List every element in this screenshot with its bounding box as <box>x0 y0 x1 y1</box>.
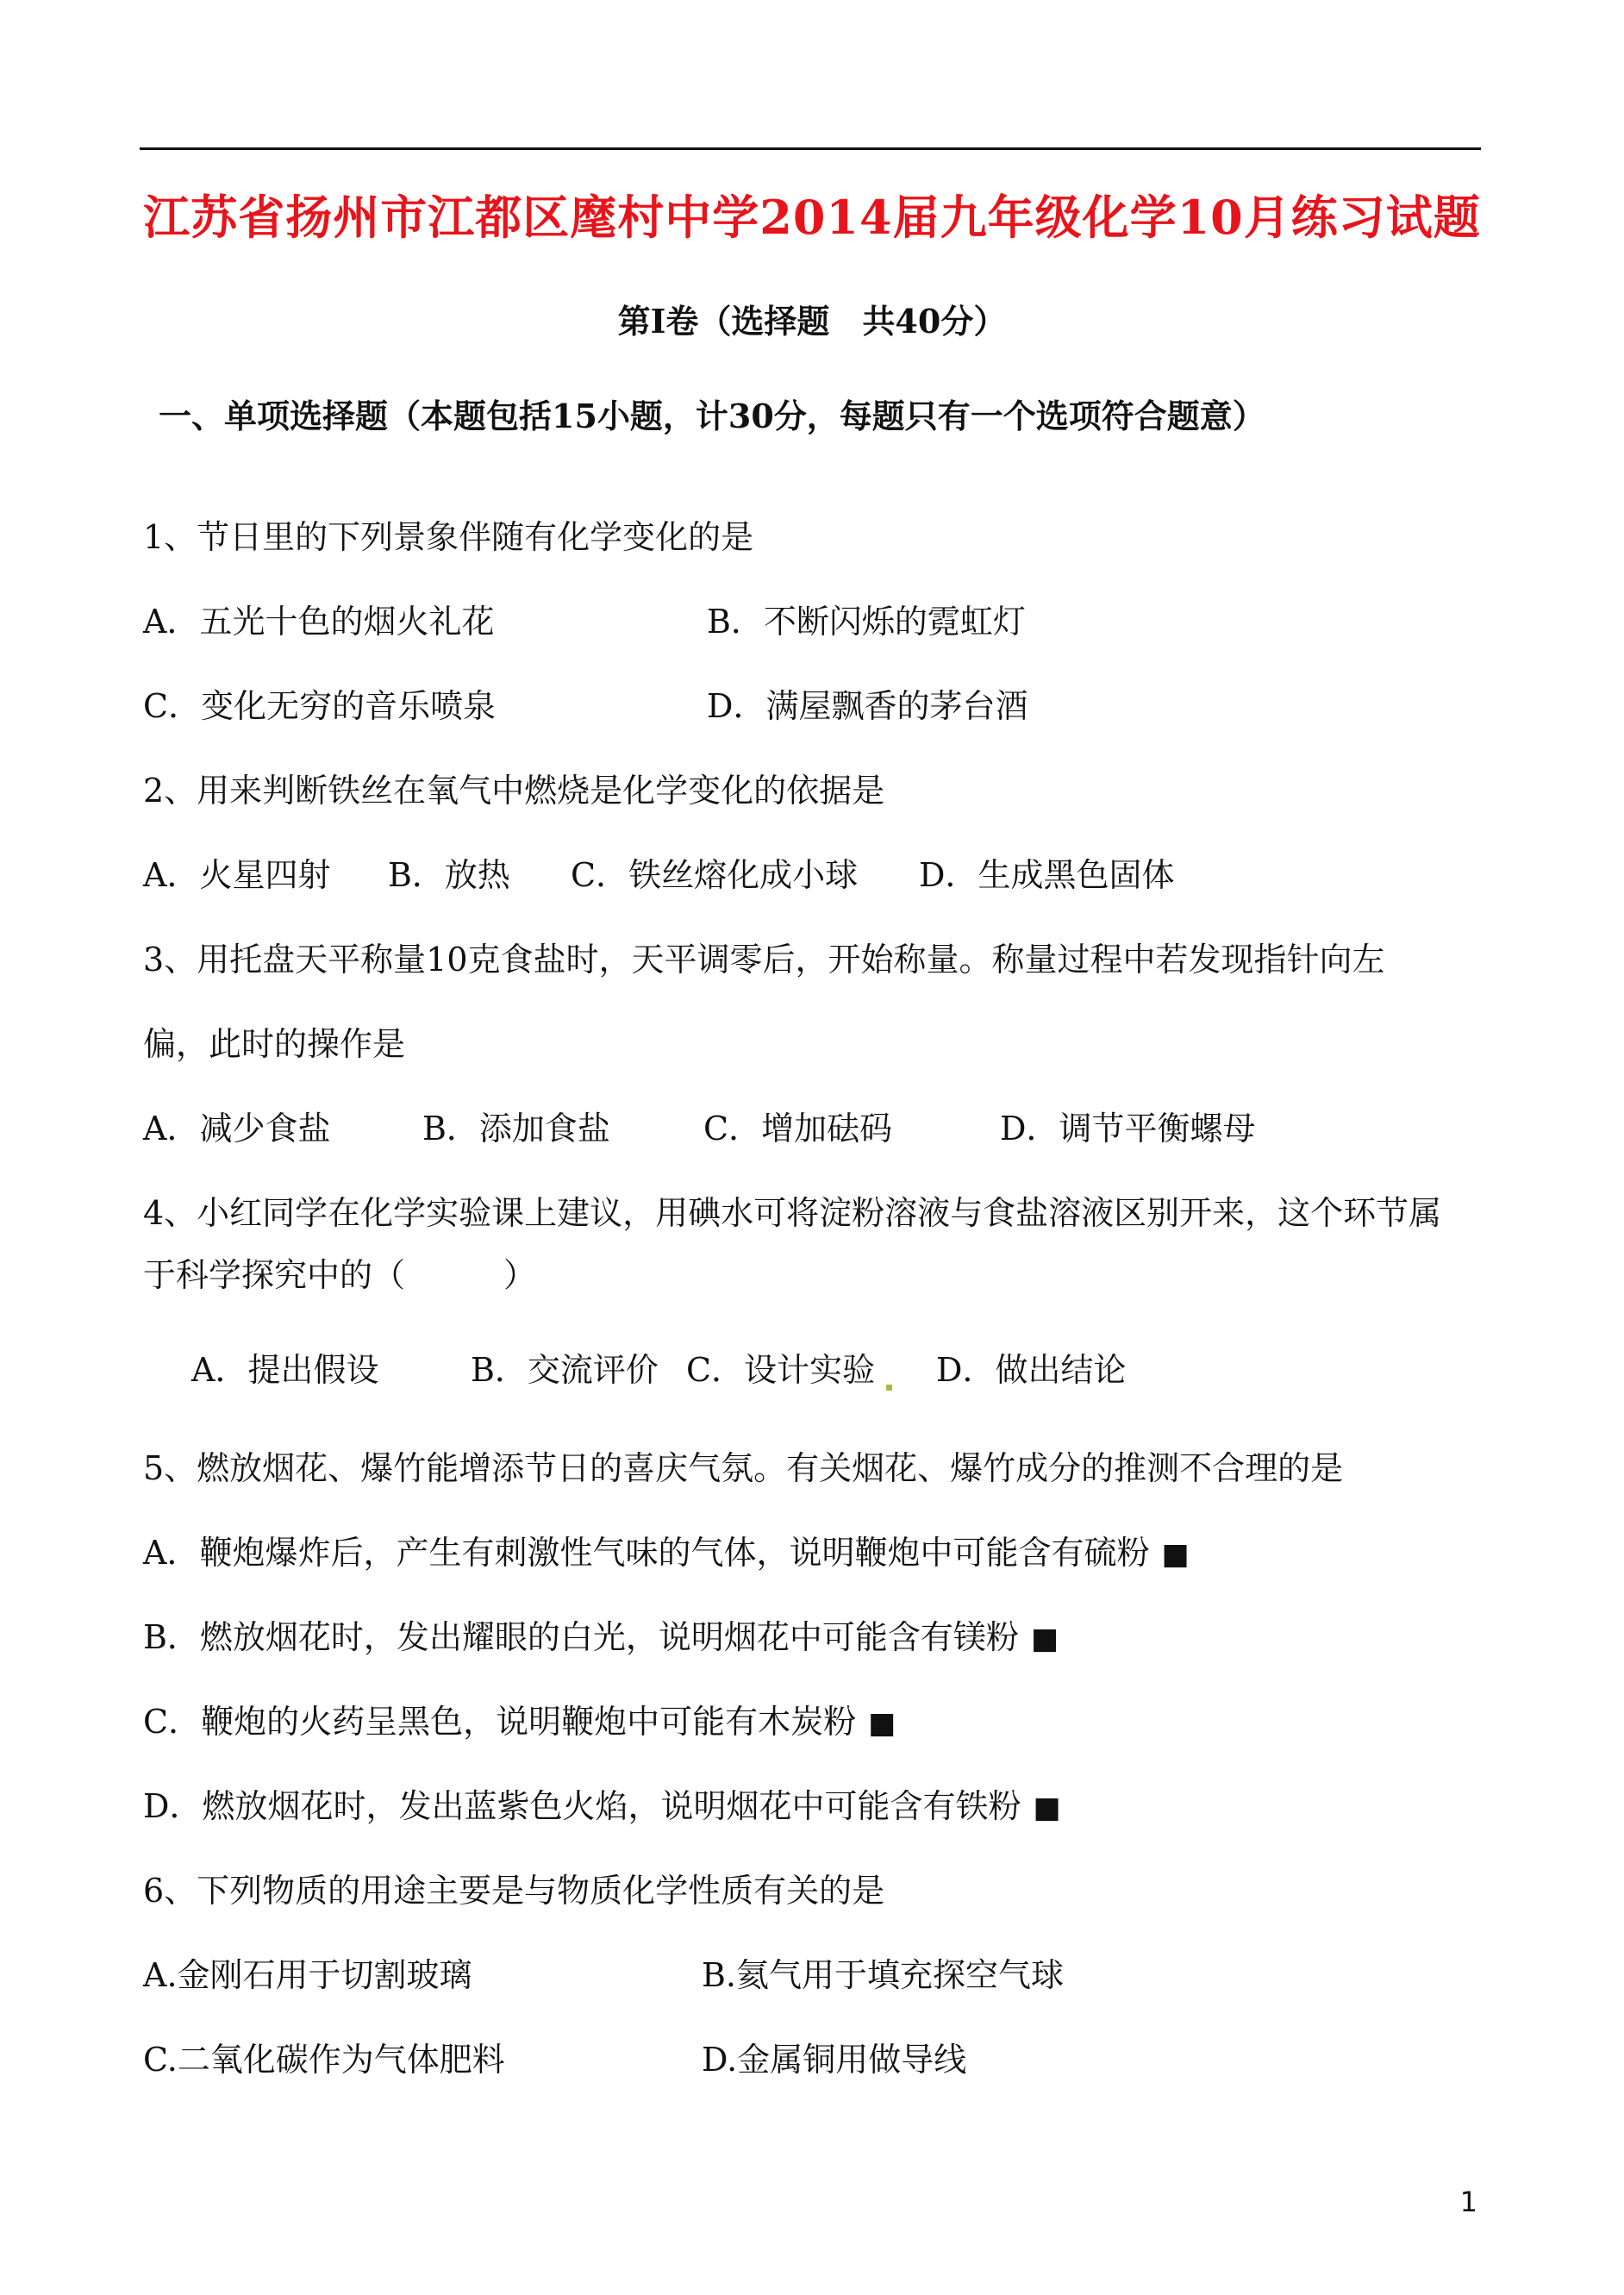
stray-mark <box>886 1385 892 1391</box>
square-mark: ■ <box>1033 1791 1061 1825</box>
option-text: D．燃放烟花时，发出蓝紫色火焰，说明烟花中可能含有铁粉 <box>143 1787 1021 1825</box>
header-rule <box>140 147 1481 150</box>
question-3-option-a: A．减少食盐 <box>143 1110 331 1148</box>
question-3-option-b: B．添加食盐 <box>422 1110 610 1148</box>
question-4-option-c: C．设计实验 <box>686 1351 876 1389</box>
question-1-stem: 1、节日里的下列景象伴随有化学变化的是 <box>143 518 754 556</box>
question-3-option-d: D．调节平衡螺母 <box>1000 1110 1256 1148</box>
question-6-option-d: D.金属铜用做导线 <box>702 2041 967 2079</box>
question-2-stem: 2、用来判断铁丝在氧气中燃烧是化学变化的依据是 <box>143 772 885 810</box>
question-6-option-b: B.氦气用于填充探空气球 <box>702 1956 1065 1994</box>
question-2-option-a: A．火星四射 <box>143 856 331 894</box>
question-1-option-c: C．变化无穷的音乐喷泉 <box>143 687 497 725</box>
option-text: B．燃放烟花时，发出耀眼的白光，说明烟花中可能含有镁粉 <box>143 1618 1019 1656</box>
question-5-option-b <box>143 1617 1059 1659</box>
option-text: C．鞭炮的火药呈黑色，说明鞭炮中可能有木炭粉 <box>143 1703 857 1741</box>
question-1-option-b: B．不断闪烁的霓虹灯 <box>707 603 1026 641</box>
question-6-option-c: C.二氧化碳作为气体肥料 <box>143 2041 505 2079</box>
question-2-option-d: D．生成黑色固体 <box>919 856 1175 894</box>
question-5-option-d <box>143 1786 1061 1828</box>
question-5-option-a <box>143 1533 1190 1574</box>
question-3-stem-line-2: 偏，此时的操作是 <box>143 1025 406 1063</box>
question-3-option-c: C．增加砝码 <box>703 1110 893 1148</box>
question-2-option-b: B．放热 <box>388 856 510 894</box>
question-1-option-a: A．五光十色的烟火礼花 <box>143 603 495 641</box>
option-text: A．鞭炮爆炸后，产生有刺激性气味的气体，说明鞭炮中可能含有硫粉 <box>143 1534 1150 1572</box>
section-heading: 一、单项选择题（本题包括15小题，计30分，每题只有一个选项符合题意） <box>159 397 1265 435</box>
question-4-option-a: A．提出假设 <box>191 1351 379 1389</box>
page-number: 1 <box>1459 2186 1477 2218</box>
question-6-stem: 6、下列物质的用途主要是与物质化学性质有关的是 <box>143 1872 885 1910</box>
document-title: 江苏省扬州市江都区麾村中学2014届九年级化学10月练习试题 <box>143 190 1481 245</box>
part-heading: 第Ⅰ卷（选择题 共40分） <box>617 302 1007 341</box>
question-5-option-c <box>143 1702 896 1743</box>
question-3-stem-line-1: 3、用托盘天平称量10克食盐时，天平调零后，开始称量。称量过程中若发现指针向左 <box>143 941 1385 979</box>
question-4-stem-line-1: 4、小红同学在化学实验课上建议，用碘水可将淀粉溶液与食盐溶液区别开来，这个环节属 <box>143 1194 1442 1232</box>
question-4-option-b: B．交流评价 <box>471 1351 659 1389</box>
square-mark: ■ <box>868 1706 896 1741</box>
square-mark: ■ <box>1161 1537 1190 1572</box>
question-6-option-a: A.金刚石用于切割玻璃 <box>143 1956 472 1994</box>
question-4-option-d: D．做出结论 <box>936 1351 1127 1389</box>
question-1-option-d: D．满屋飘香的茅台酒 <box>707 687 1028 725</box>
square-mark: ■ <box>1030 1622 1059 1656</box>
question-5-stem: 5、燃放烟花、爆竹能增添节日的喜庆气氛。有关烟花、爆竹成分的推测不合理的是 <box>143 1449 1344 1487</box>
question-2-option-c: C．铁丝熔化成小球 <box>571 856 859 894</box>
question-4-stem-line-2: 于科学探究中的（ ） <box>143 1256 537 1294</box>
